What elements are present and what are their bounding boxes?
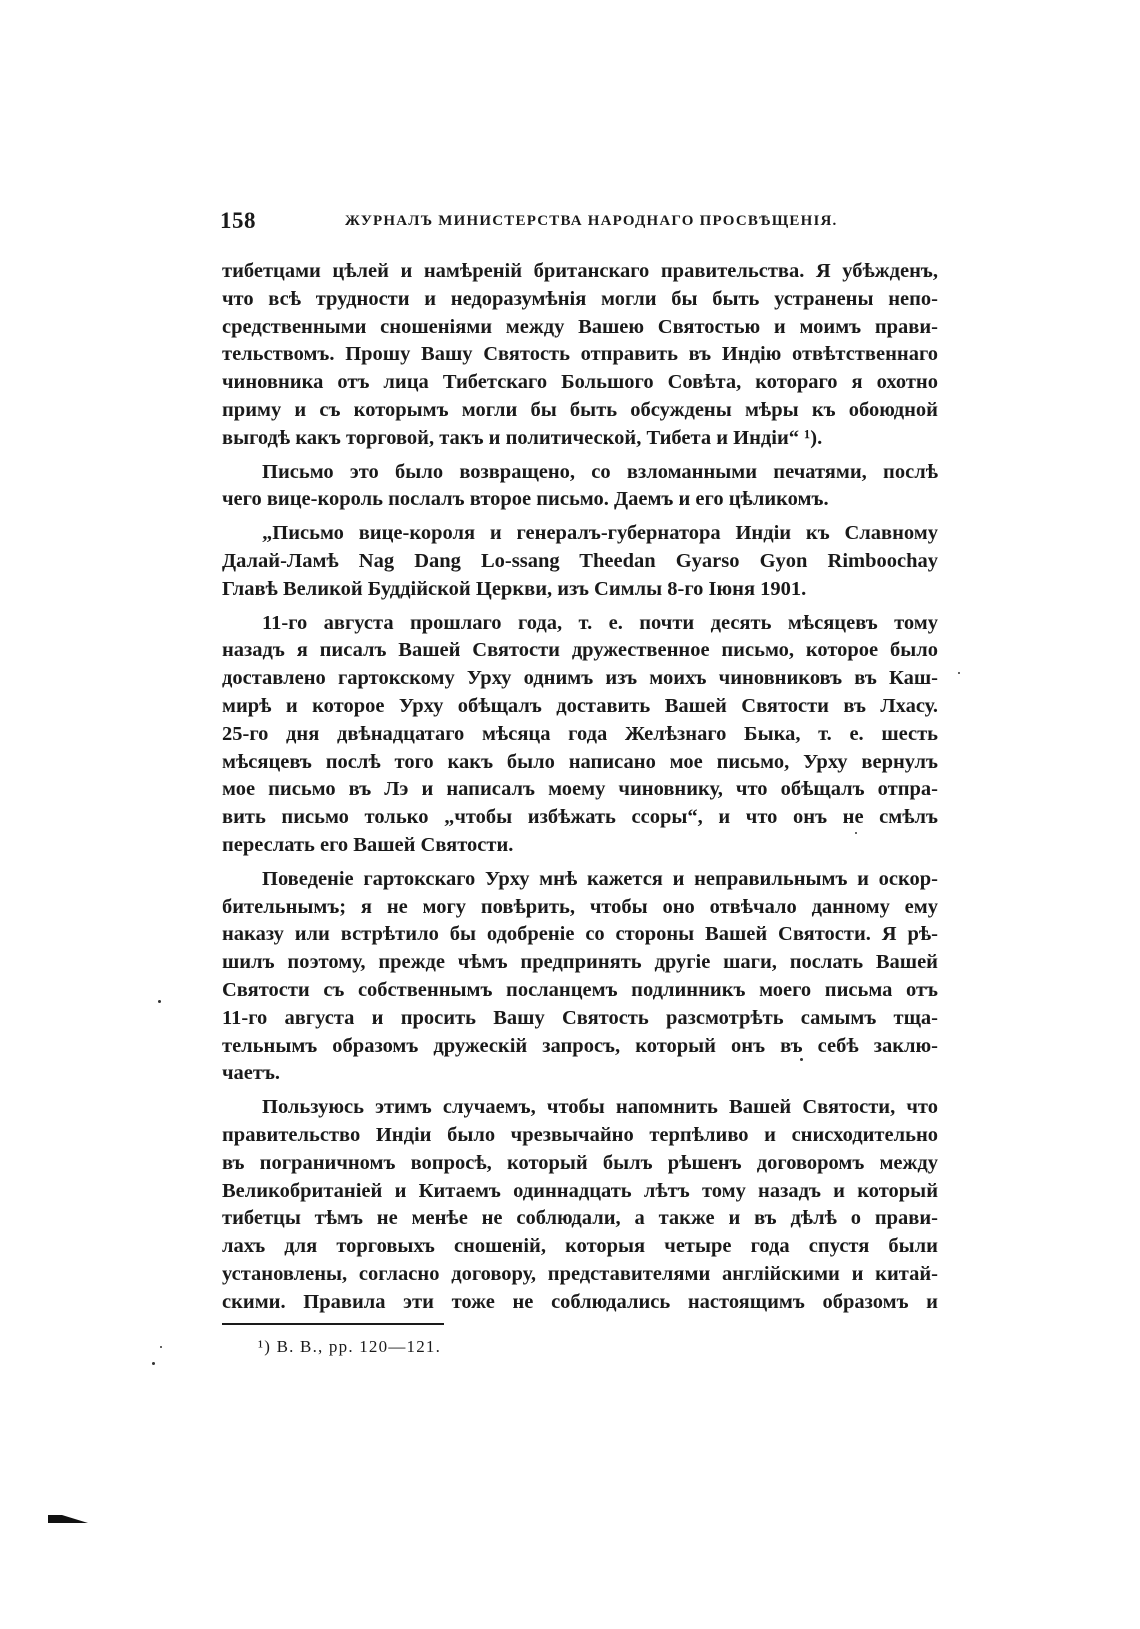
text-line: что всѣ трудности и недоразумѣнія могли бы быть устранены непо- — [222, 287, 938, 310]
paragraph-letter-continuation — [222, 258, 938, 453]
paragraph-second-letter-heading — [222, 520, 938, 603]
text-line: мое письмо въ Лэ и написалъ моему чиновнику, что обѣщалъ отпра- — [222, 778, 938, 801]
text-line: тельнымъ образомъ дружескій запросъ, который онъ въ себѣ заклю- — [222, 1034, 938, 1057]
scan-speck — [855, 832, 857, 834]
text-line: 11-го августа и просить Вашу Святость разсмотрѣть самымъ тща- — [222, 1006, 938, 1029]
scan-speck — [158, 1000, 161, 1003]
text-line: приму и съ которымъ могли бы быть обсуждены мѣры къ обоюдной — [222, 398, 938, 421]
running-title: ЖУРНАЛЪ МИНИСТЕРСТВА НАРОДНАГО ПРОСВѢЩЕНІЯ. — [345, 213, 838, 229]
text-line: средственными сношеніями между Вашею Святостью и моимъ прави- — [222, 315, 938, 338]
scan-corner-mark — [48, 1513, 88, 1525]
text-line: Великобританіей и Китаемъ одиннадцать лѣтъ тому назадъ и который — [222, 1179, 938, 1202]
footnote: ¹) B. B., pp. 120—121. — [258, 1337, 442, 1356]
text-line: назадъ я писалъ Вашей Святости дружественное письмо, которое было — [222, 639, 938, 662]
scan-speck — [800, 1058, 803, 1061]
text-line: Главѣ Великой Буддійской Церкви, изъ Симлы 8-го Іюня 1901. — [222, 577, 807, 600]
text-line: чиновника отъ лица Тибетскаго Большого Совѣта, котораго я охотно — [222, 371, 938, 394]
scan-speck — [152, 1362, 155, 1365]
footnote-divider — [222, 1323, 444, 1325]
page-header — [220, 208, 940, 236]
text-line: тибетцы тѣмъ не менѣе не соблюдали, а также и въ дѣлѣ о прави- — [222, 1207, 938, 1230]
text-line: чаетъ. — [222, 1062, 281, 1085]
paragraph-august-letter — [222, 610, 938, 860]
text-line: въ пограничномъ вопросѣ, который былъ рѣшенъ договоромъ между — [222, 1151, 938, 1174]
text-line: доставлено гартокскому Урху однимъ изъ моихъ чиновниковъ въ Каш- — [222, 667, 938, 690]
text-line: чего вице-король послалъ второе письмо. Даемъ и его цѣликомъ. — [222, 488, 829, 511]
text-line: Далай-Ламѣ Nag Dang Lo-ssang Theedan Gyarso Gyon Rimboochay — [222, 549, 938, 572]
body-text — [222, 258, 938, 1322]
text-line: лахъ для торговыхъ сношеній, которыя четыре года спустя были — [222, 1235, 938, 1258]
text-line: бительнымъ; я не могу повѣрить, чтобы оно отвѣчало данному ему — [222, 895, 938, 918]
text-line: правительство Индіи было чрезвычайно терпѣливо и снисходительно — [222, 1123, 938, 1146]
page-number: 158 — [220, 208, 256, 233]
text-line: установлены, согласно договору, представителями англійскими и китай- — [222, 1262, 938, 1285]
text-line: Поведеніе гартокскаго Урху мнѣ кажется и неправильнымъ и оскор- — [262, 867, 938, 890]
text-line: Письмо это было возвращено, со взломанными печатями, послѣ — [262, 460, 938, 483]
text-line: наказу или встрѣтило бы одобреніе со стороны Вашей Святости. Я рѣ- — [222, 923, 938, 946]
text-line: выгодѣ какъ торговой, такъ и политической, Тибета и Индіи“ ¹). — [222, 426, 823, 449]
paragraph-letter-returned — [222, 459, 938, 515]
text-line: скими. Правила эти тоже не соблюдались настоящимъ образомъ и — [222, 1290, 938, 1313]
text-line: мирѣ и которое Урху обѣщалъ доставить Вашей Святости въ Лхасу. — [222, 694, 938, 717]
text-line: „Письмо вице-короля и генералъ-губернатора Индіи къ Славному — [262, 522, 938, 545]
paragraph-reminder — [222, 1094, 938, 1316]
text-line: переслать его Вашей Святости. — [222, 833, 514, 856]
scan-speck — [958, 672, 960, 674]
text-line: тибетцами цѣлей и намѣреній британскаго правительства. Я убѣжденъ, — [222, 260, 938, 282]
text-line: мѣсяцевъ послѣ того какъ было написано мое письмо, Урху вернулъ — [222, 750, 938, 773]
text-line: 11-го августа прошлаго года, т. е. почти десять мѣсяцевъ тому — [262, 611, 938, 634]
text-line: вить письмо только „чтобы избѣжать ссоры“, и что онъ не смѣлъ — [222, 806, 938, 829]
text-line: Пользуюсь этимъ случаемъ, чтобы напомнить Вашей Святости, что — [262, 1096, 938, 1119]
scan-speck — [160, 1346, 162, 1348]
paragraph-urkhu-conduct — [222, 866, 938, 1088]
text-line: 25-го дня двѣнадцатаго мѣсяца года Желѣзнаго Быка, т. е. шесть — [222, 722, 938, 745]
text-line: Святости съ собственнымъ посланцемъ подлинникъ моего письма отъ — [222, 978, 938, 1001]
text-line: шилъ поэтому, прежде чѣмъ предпринять другіе шаги, послать Вашей — [222, 951, 938, 974]
text-line: тельствомъ. Прошу Вашу Святость отправить въ Индію отвѣтственнаго — [222, 343, 938, 366]
